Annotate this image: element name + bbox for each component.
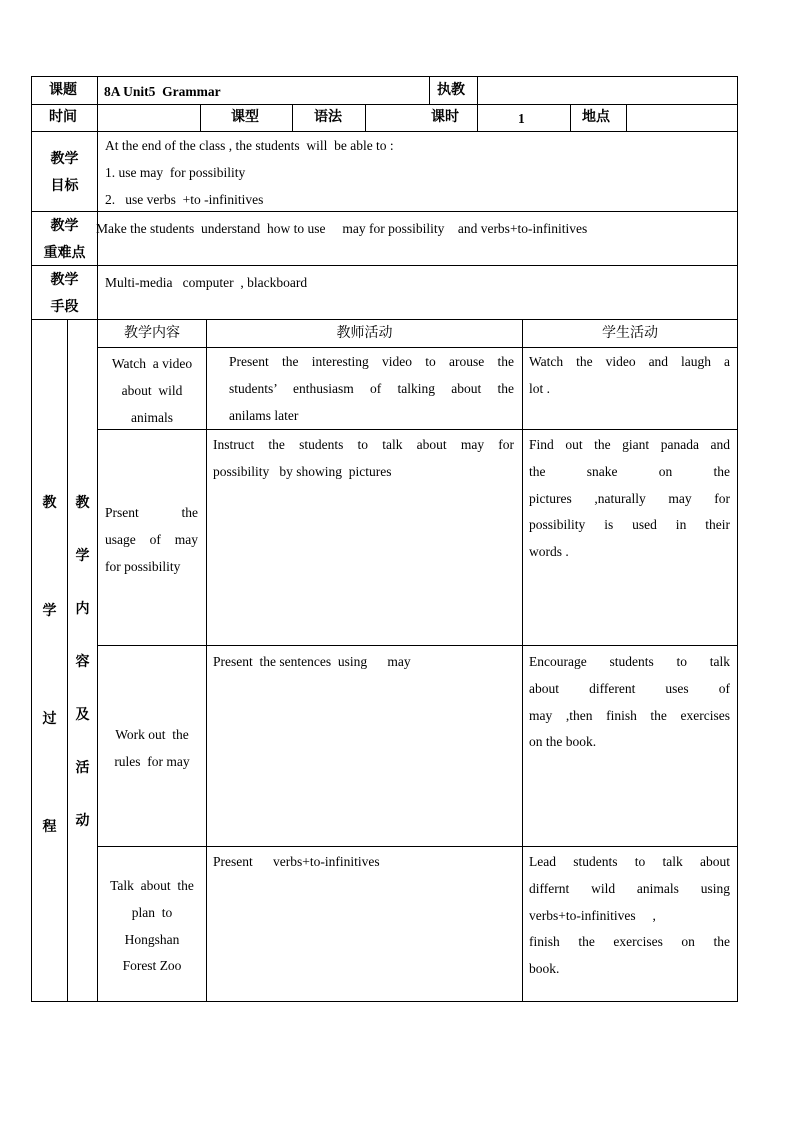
row2-content [105, 500, 198, 580]
table-line [97, 645, 738, 646]
objectives-label-line: 目标 [50, 178, 79, 194]
content-line: Forest Zoo [122, 958, 182, 974]
process-outer-char: 学 [42, 603, 57, 619]
means-text: Multi-media computer , blackboard [105, 275, 308, 290]
table-line [97, 846, 738, 847]
teacher-line: anilams later [229, 407, 299, 423]
teacher-label: 执教 [437, 82, 465, 98]
content-line: Prsent the [105, 505, 198, 520]
table-line [31, 131, 738, 132]
type-label: 课型 [231, 109, 259, 125]
content-line: animals [131, 409, 173, 425]
process-inner-char: 内 [75, 601, 90, 617]
objective-line: 2. use verbs +to -infinitives [105, 191, 264, 207]
table-line [31, 319, 738, 320]
process-inner-char: 动 [75, 813, 90, 829]
objectives-label-line: 教学 [50, 151, 79, 167]
row1-content [98, 351, 206, 431]
content-line: Work out the [115, 727, 189, 742]
row1-teacher [229, 349, 514, 429]
process-inner-char: 教 [75, 495, 90, 511]
teacher-line: Present verbs+to-infinitives [213, 854, 380, 869]
table-line [365, 104, 366, 131]
table-line [522, 319, 523, 1002]
key-points-text: Make the students understand how to use may for possibility and verbs+to-infinitives [96, 221, 588, 236]
student-line: verbs+to-infinitives , [529, 907, 656, 923]
teacher-line: Present the interesting video to arouse the [229, 354, 514, 369]
teacher-line: possibility by showing pictures [213, 463, 392, 479]
content-line: usage of may [105, 531, 198, 547]
process-inner-char: 学 [75, 548, 90, 564]
content-line: Talk about the [110, 878, 194, 893]
row1-student [529, 349, 730, 403]
table-line [97, 347, 738, 348]
table-line [200, 104, 201, 131]
teacher-line: Present the sentences using may [213, 654, 411, 669]
content-line: rules for may [114, 753, 190, 769]
process-inner-char: 及 [75, 707, 90, 723]
table-line [477, 76, 478, 104]
row3-student [529, 649, 730, 756]
table-line [31, 76, 738, 77]
student-line: differnt wild animals using [529, 880, 730, 896]
student-line: on the book. [529, 734, 597, 750]
student-line: book. [529, 961, 560, 977]
student-line: Watch the video and laugh a [529, 354, 730, 369]
topic-label: 课题 [49, 82, 77, 98]
key-points-label-line: 教学 [50, 218, 79, 234]
table-line [429, 76, 430, 104]
process-outer-char: 程 [42, 819, 57, 835]
student-line: Lead students to talk about [529, 854, 730, 869]
table-line [626, 104, 627, 131]
column-header-content: 教学内容 [124, 325, 180, 341]
process-inner-char: 容 [75, 654, 90, 670]
objective-line: At the end of the class , the students will be able to : [105, 138, 394, 153]
row4-content [98, 873, 206, 980]
table-line [477, 104, 478, 131]
process-outer-label [32, 490, 67, 840]
content-line: about wild [121, 382, 183, 398]
table-line [206, 319, 207, 1002]
column-header-student: 学生活动 [602, 325, 658, 341]
key-points-label-line: 重难点 [43, 245, 86, 261]
means-label [32, 267, 97, 321]
student-line: possibility is used in their [529, 517, 730, 533]
student-line: the snake on the [529, 463, 730, 479]
process-inner-label [67, 490, 98, 834]
row3-teacher [213, 649, 411, 676]
means-label-line: 教学 [50, 272, 79, 288]
row4-teacher [213, 849, 380, 876]
type-value: 语法 [314, 109, 342, 125]
content-line: Watch a video [111, 356, 193, 371]
student-line: words . [529, 544, 569, 560]
column-header-teacher: 教师活动 [336, 325, 393, 341]
period-value: 1 [518, 111, 525, 126]
objective-line: 1. use may for possibility [105, 164, 246, 180]
student-line: Find out the giant panada and [529, 437, 730, 452]
table-line [570, 104, 571, 131]
row2-student [529, 432, 730, 566]
row4-student [529, 849, 730, 983]
process-outer-char: 教 [42, 495, 57, 511]
student-line: Encourage students to talk [529, 654, 730, 669]
table-line [737, 76, 738, 1002]
key-points-label [32, 213, 97, 267]
content-line: Hongshan [124, 931, 180, 947]
row3-content [98, 722, 206, 776]
process-outer-char: 过 [42, 711, 57, 727]
means-label-line: 手段 [50, 299, 79, 315]
time-label: 时间 [49, 109, 77, 125]
row2-teacher [213, 432, 514, 486]
table-line [292, 104, 293, 131]
student-line: finish the exercises on the [529, 934, 730, 950]
place-label: 地点 [582, 109, 610, 125]
objectives-text [105, 133, 394, 213]
content-line: plan to [131, 904, 173, 920]
period-label: 课时 [431, 109, 459, 125]
process-inner-char: 活 [75, 760, 90, 776]
student-line: may ,then finish the exercises [529, 707, 730, 723]
table-line [31, 265, 738, 266]
table-line [31, 1001, 738, 1002]
student-line: lot . [529, 380, 551, 396]
topic-value: 8A Unit5 Grammar [104, 84, 221, 99]
content-line: for possibility [105, 558, 181, 574]
teacher-line: Instruct the students to talk about may for [213, 437, 514, 452]
objectives-label [32, 146, 97, 200]
student-line: about different uses of [529, 680, 730, 696]
teacher-line: students’ enthusiasm of talking about the [229, 380, 514, 396]
student-line: pictures ,naturally may for [529, 490, 730, 506]
table-line [31, 104, 738, 105]
